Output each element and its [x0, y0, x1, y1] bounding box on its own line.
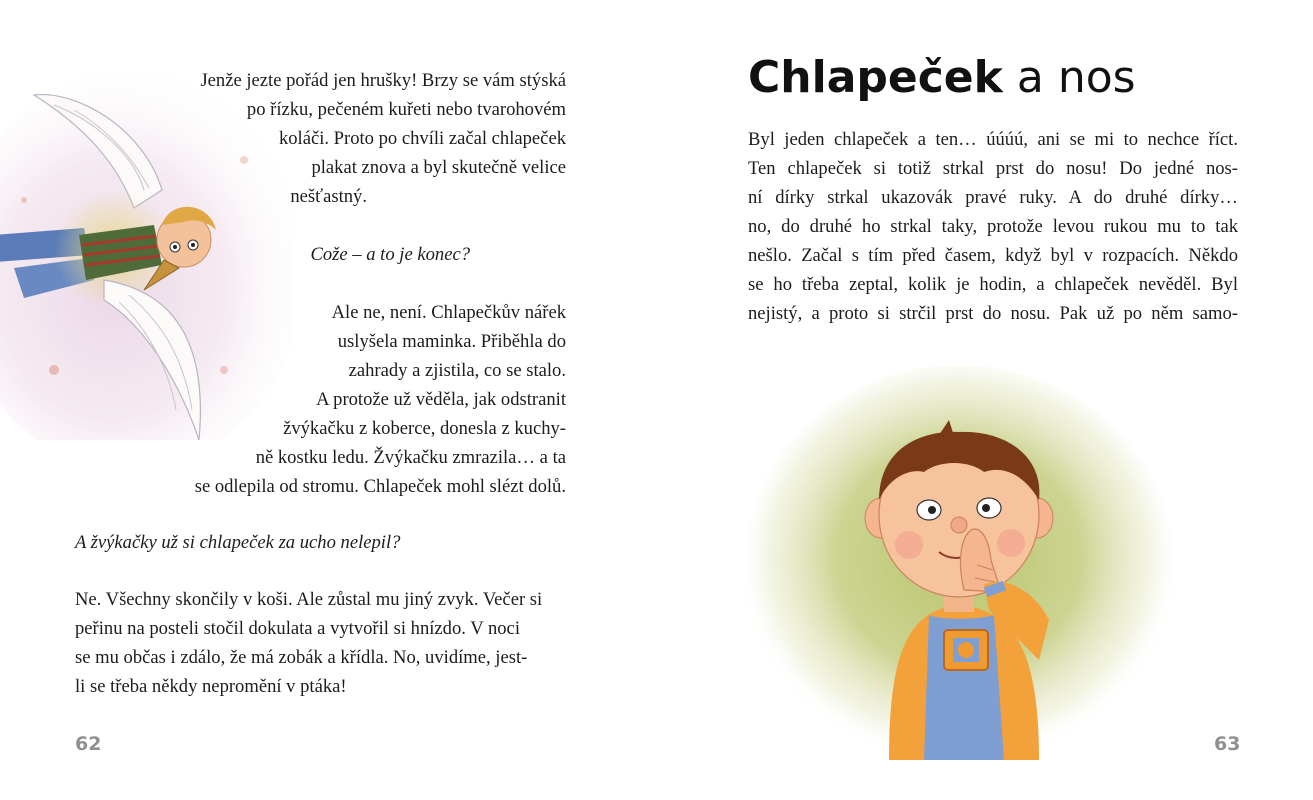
page-number: 62: [75, 733, 102, 755]
answer-1-line: se odlepila od stromu. Chlapeček mohl slézt dolů.: [194, 476, 566, 497]
body-line: nešlo. Začal s tím před časem, když byl v rozpacích. Někdo: [748, 245, 1238, 266]
answer-1-line: zahrady a zjistila, co se stalo.: [348, 360, 566, 381]
answer-1-line: ně kostku ledu. Žvýkačku zmrazila… a ta: [255, 447, 566, 468]
left-page: [0, 0, 656, 800]
answer-1-line: uslyšela maminka. Přiběhla do: [337, 331, 566, 352]
chapter-title-rest: a nos: [1002, 52, 1136, 103]
question-1: Cože – a to je konec?: [310, 244, 470, 265]
answer-1-line: žvýkačku z koberce, donesla z kuchy-: [283, 418, 566, 439]
intro-line: Jenže jezte pořád jen hrušky! Brzy se vám stýská: [200, 70, 566, 91]
answer-1-line: A protože už věděla, jak odstranit: [316, 389, 566, 410]
body-line: ní dírky strkal ukazovák pravé ruky. A do druhé dírky…: [748, 187, 1238, 208]
answer-2-line: se mu občas i zdálo, že má zobák a křídla. No, uvidíme, jest-: [75, 647, 528, 668]
body-line: nejistý, a proto si strčil prst do nosu. Pak už po něm samo-: [748, 303, 1238, 324]
chapter-title: [748, 50, 1136, 106]
boy-picking-nose-illustration: [739, 360, 1179, 760]
body-line: Ten chlapeček si totiž strkal prst do nosu! Do jedné nos-: [748, 158, 1238, 179]
answer-2-line: peřinu na posteli stočil dokulata a vytvořil si hnízdo. V noci: [75, 618, 520, 639]
intro-line: po řízku, pečeném kuřeti nebo tvarohovém: [246, 99, 566, 120]
body-line: se ho třeba zeptal, kolik je hodin, a chlapeček nevěděl. Byl: [748, 274, 1238, 295]
intro-line: nešťastný.: [290, 186, 367, 207]
intro-paragraph: [150, 66, 566, 211]
body-line: Byl jeden chlapeček a ten… úúúú, ani se mi to nechce říct.: [748, 129, 1238, 150]
right-page: [657, 0, 1313, 800]
body-line: no, do druhé ho strkal taky, protože levou rukou mu to tak: [748, 216, 1238, 237]
page-number: 63: [1214, 733, 1241, 755]
answer-2-line: Ne. Všechny skončily v koši. Ale zůstal mu jiný zvyk. Večer si: [75, 589, 543, 610]
answer-1-line: Ale ne, není. Chlapečkův nářek: [331, 302, 566, 323]
chapter-title-bold: Chlapeček: [748, 52, 1003, 103]
intro-line: plakat znova a byl skutečně velice: [311, 157, 566, 178]
answer-2-paragraph: [75, 585, 566, 701]
intro-line: koláči. Proto po chvíli začal chlapeček: [278, 128, 566, 149]
answer-1-paragraph: [60, 298, 566, 501]
question-2: A žvýkačky už si chlapeček za ucho nelepil?: [75, 532, 401, 553]
answer-2-line: li se třeba někdy nepromění v ptáka!: [75, 676, 347, 697]
chapter-body: [748, 125, 1238, 328]
